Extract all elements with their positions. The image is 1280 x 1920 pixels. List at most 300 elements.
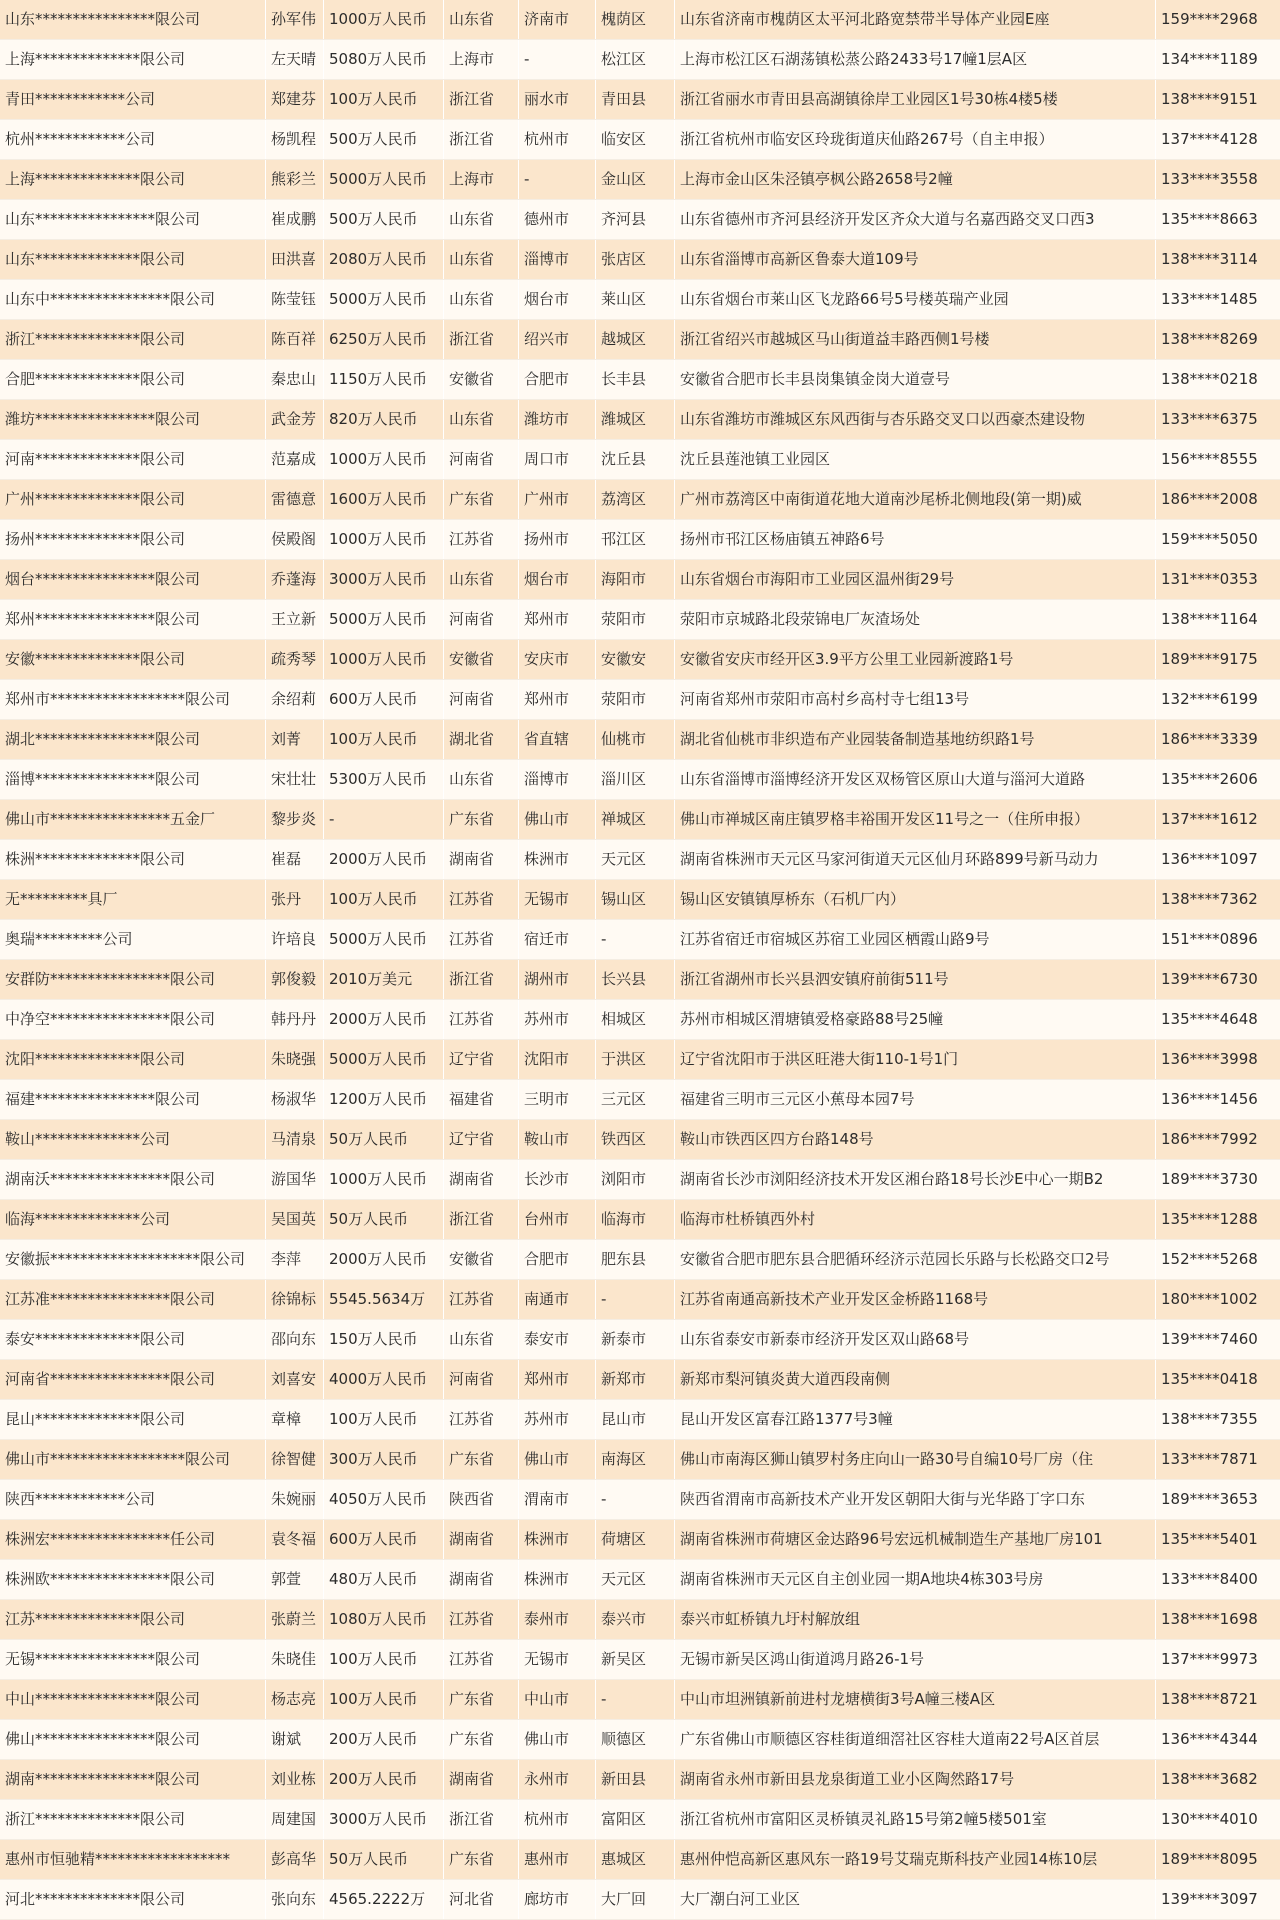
company-name-cell: 湖南****************限公司 [0, 1760, 266, 1800]
province-cell: 浙江省 [444, 320, 519, 360]
city-cell: 郑州市 [519, 600, 596, 640]
table-row [0, 120, 1280, 160]
district-cell: 锡山区 [596, 880, 675, 920]
table-row [0, 1560, 1280, 1600]
district-cell: 长兴县 [596, 960, 675, 1000]
table-row [0, 160, 1280, 200]
district-cell: 新田县 [596, 1760, 675, 1800]
table-row [0, 440, 1280, 480]
legal-person-cell: 雷德意 [266, 480, 324, 520]
province-cell: 辽宁省 [444, 1040, 519, 1080]
registered-capital-cell: 2000万人民币 [324, 1240, 444, 1280]
address-cell: 广东省佛山市顺德区容桂街道细滘社区容桂大道南22号A区首层 [675, 1720, 1156, 1760]
address-cell: 荥阳市京城路北段荥锦电厂灰渣场处 [675, 600, 1156, 640]
phone-cell: 189****3653 [1156, 1480, 1280, 1520]
province-cell: 山东省 [444, 560, 519, 600]
district-cell: 禅城区 [596, 800, 675, 840]
table-row [0, 0, 1280, 40]
district-cell: 临海市 [596, 1200, 675, 1240]
address-cell: 山东省淄博市淄博经济开发区双杨管区原山大道与淄河大道路 [675, 760, 1156, 800]
address-cell: 新郑市梨河镇炎黄大道西段南侧 [675, 1360, 1156, 1400]
registered-capital-cell: 100万人民币 [324, 880, 444, 920]
table-row [0, 480, 1280, 520]
province-cell: 江苏省 [444, 920, 519, 960]
phone-cell: 138****1164 [1156, 600, 1280, 640]
address-cell: 湖北省仙桃市非织造布产业园装备制造基地纺织路1号 [675, 720, 1156, 760]
legal-person-cell: 秦忠山 [266, 360, 324, 400]
province-cell: 湖南省 [444, 1560, 519, 1600]
company-name-cell: 无*********具厂 [0, 880, 266, 920]
registered-capital-cell: 5000万人民币 [324, 280, 444, 320]
address-cell: 陕西省渭南市高新技术产业开发区朝阳大街与光华路丁字口东 [675, 1480, 1156, 1520]
legal-person-cell: 刘喜安 [266, 1360, 324, 1400]
address-cell: 安徽省安庆市经开区3.9平方公里工业园新渡路1号 [675, 640, 1156, 680]
address-cell: 鞍山市铁西区四方台路148号 [675, 1120, 1156, 1160]
district-cell: 天元区 [596, 1560, 675, 1600]
city-cell: 潍坊市 [519, 400, 596, 440]
city-cell: 台州市 [519, 1200, 596, 1240]
district-cell: 新吴区 [596, 1640, 675, 1680]
city-cell: 渭南市 [519, 1480, 596, 1520]
company-name-cell: 株洲宏****************任公司 [0, 1520, 266, 1560]
district-cell: 铁西区 [596, 1120, 675, 1160]
province-cell: 湖南省 [444, 1760, 519, 1800]
company-name-cell: 福建****************限公司 [0, 1080, 266, 1120]
district-cell: 荥阳市 [596, 680, 675, 720]
table-row [0, 200, 1280, 240]
registered-capital-cell: 5000万人民币 [324, 1040, 444, 1080]
district-cell: 泰兴市 [596, 1600, 675, 1640]
registered-capital-cell: 820万人民币 [324, 400, 444, 440]
city-cell: 扬州市 [519, 520, 596, 560]
phone-cell: 136****4344 [1156, 1720, 1280, 1760]
legal-person-cell: 崔磊 [266, 840, 324, 880]
registered-capital-cell: 5080万人民币 [324, 40, 444, 80]
province-cell: 湖南省 [444, 1520, 519, 1560]
company-name-cell: 江苏准****************限公司 [0, 1280, 266, 1320]
legal-person-cell: 刘业栋 [266, 1760, 324, 1800]
address-cell: 佛山市南海区狮山镇罗村务庄向山一路30号自编10号厂房（住 [675, 1440, 1156, 1480]
company-name-cell: 青田************公司 [0, 80, 266, 120]
legal-person-cell: 杨淑华 [266, 1080, 324, 1120]
company-name-cell: 陕西************公司 [0, 1480, 266, 1520]
table-row [0, 840, 1280, 880]
address-cell: 河南省郑州市荥阳市高村乡高村寺七组13号 [675, 680, 1156, 720]
registered-capital-cell: 3000万人民币 [324, 560, 444, 600]
table-row [0, 760, 1280, 800]
table-row [0, 240, 1280, 280]
address-cell: 湖南省长沙市浏阳经济技术开发区湘台路18号长沙E中心一期B2 [675, 1160, 1156, 1200]
company-name-cell: 鞍山**************公司 [0, 1120, 266, 1160]
address-cell: 湖南省株洲市天元区马家河街道天元区仙月环路899号新马动力 [675, 840, 1156, 880]
city-cell: 省直辖 [519, 720, 596, 760]
table-row [0, 1040, 1280, 1080]
district-cell: 莱山区 [596, 280, 675, 320]
company-name-cell: 泰安**************限公司 [0, 1320, 266, 1360]
phone-cell: 138****3682 [1156, 1760, 1280, 1800]
table-row [0, 1160, 1280, 1200]
province-cell: 河南省 [444, 1360, 519, 1400]
province-cell: 安徽省 [444, 640, 519, 680]
district-cell: 青田县 [596, 80, 675, 120]
city-cell: 永州市 [519, 1760, 596, 1800]
phone-cell: 138****3114 [1156, 240, 1280, 280]
company-name-cell: 佛山市******************限公司 [0, 1440, 266, 1480]
province-cell: 山东省 [444, 1320, 519, 1360]
district-cell: 长丰县 [596, 360, 675, 400]
province-cell: 河南省 [444, 600, 519, 640]
table-row [0, 1360, 1280, 1400]
registered-capital-cell: 5000万人民币 [324, 920, 444, 960]
province-cell: 浙江省 [444, 1200, 519, 1240]
district-cell: 齐河县 [596, 200, 675, 240]
district-cell: 潍城区 [596, 400, 675, 440]
district-cell: 肥东县 [596, 1240, 675, 1280]
company-name-cell: 沈阳**************限公司 [0, 1040, 266, 1080]
district-cell: 临安区 [596, 120, 675, 160]
district-cell: 荷塘区 [596, 1520, 675, 1560]
province-cell: 河南省 [444, 440, 519, 480]
district-cell: 于洪区 [596, 1040, 675, 1080]
district-cell: 安徽安 [596, 640, 675, 680]
table-row [0, 1760, 1280, 1800]
table-row [0, 1400, 1280, 1440]
table-row [0, 1800, 1280, 1840]
city-cell: 鞍山市 [519, 1120, 596, 1160]
company-name-cell: 潍坊****************限公司 [0, 400, 266, 440]
company-name-cell: 安徽振********************限公司 [0, 1240, 266, 1280]
table-row [0, 520, 1280, 560]
district-cell: - [596, 920, 675, 960]
city-cell: 无锡市 [519, 1640, 596, 1680]
company-name-cell: 中山****************限公司 [0, 1680, 266, 1720]
registered-capital-cell: - [324, 800, 444, 840]
district-cell: 新郑市 [596, 1360, 675, 1400]
province-cell: 浙江省 [444, 120, 519, 160]
city-cell: 无锡市 [519, 880, 596, 920]
province-cell: 福建省 [444, 1080, 519, 1120]
city-cell: 廊坊市 [519, 1880, 596, 1920]
phone-cell: 136****1456 [1156, 1080, 1280, 1120]
address-cell: 山东省德州市齐河县经济开发区齐众大道与名嘉西路交叉口西3 [675, 200, 1156, 240]
city-cell: 杭州市 [519, 120, 596, 160]
company-name-cell: 山东**************限公司 [0, 240, 266, 280]
company-name-cell: 湖北****************限公司 [0, 720, 266, 760]
address-cell: 湖南省株洲市天元区自主创业园一期A地块4栋303号房 [675, 1560, 1156, 1600]
province-cell: 山东省 [444, 200, 519, 240]
address-cell: 扬州市邗江区杨庙镇五神路6号 [675, 520, 1156, 560]
phone-cell: 132****6199 [1156, 680, 1280, 720]
phone-cell: 131****0353 [1156, 560, 1280, 600]
province-cell: 上海市 [444, 160, 519, 200]
company-name-cell: 浙江**************限公司 [0, 320, 266, 360]
province-cell: 广东省 [444, 800, 519, 840]
company-name-cell: 合肥**************限公司 [0, 360, 266, 400]
legal-person-cell: 黎步炎 [266, 800, 324, 840]
province-cell: 辽宁省 [444, 1120, 519, 1160]
phone-cell: 189****3730 [1156, 1160, 1280, 1200]
table-row [0, 920, 1280, 960]
province-cell: 陕西省 [444, 1480, 519, 1520]
registered-capital-cell: 100万人民币 [324, 1400, 444, 1440]
province-cell: 山东省 [444, 400, 519, 440]
address-cell: 浙江省绍兴市越城区马山街道益丰路西侧1号楼 [675, 320, 1156, 360]
legal-person-cell: 左天晴 [266, 40, 324, 80]
table-row [0, 360, 1280, 400]
phone-cell: 136****1097 [1156, 840, 1280, 880]
district-cell: 沈丘县 [596, 440, 675, 480]
registered-capital-cell: 1150万人民币 [324, 360, 444, 400]
province-cell: 河南省 [444, 680, 519, 720]
table-row [0, 1080, 1280, 1120]
legal-person-cell: 侯殿阁 [266, 520, 324, 560]
registered-capital-cell: 100万人民币 [324, 1680, 444, 1720]
phone-cell: 186****7992 [1156, 1120, 1280, 1160]
address-cell: 福建省三明市三元区小蕉母本园7号 [675, 1080, 1156, 1120]
address-cell: 广州市荔湾区中南街道花地大道南沙尾桥北侧地段(第一期)威 [675, 480, 1156, 520]
registered-capital-cell: 100万人民币 [324, 720, 444, 760]
table-row [0, 880, 1280, 920]
district-cell: 新泰市 [596, 1320, 675, 1360]
phone-cell: 135****4648 [1156, 1000, 1280, 1040]
table-row [0, 1520, 1280, 1560]
city-cell: 泰州市 [519, 1600, 596, 1640]
company-name-cell: 扬州**************限公司 [0, 520, 266, 560]
registered-capital-cell: 2000万人民币 [324, 1000, 444, 1040]
city-cell: 广州市 [519, 480, 596, 520]
legal-person-cell: 张向东 [266, 1880, 324, 1920]
district-cell: 槐荫区 [596, 0, 675, 40]
table-row [0, 960, 1280, 1000]
province-cell: 广东省 [444, 480, 519, 520]
phone-cell: 133****8400 [1156, 1560, 1280, 1600]
province-cell: 广东省 [444, 1720, 519, 1760]
phone-cell: 139****7460 [1156, 1320, 1280, 1360]
city-cell: 沈阳市 [519, 1040, 596, 1080]
phone-cell: 138****8269 [1156, 320, 1280, 360]
company-name-cell: 郑州市******************限公司 [0, 680, 266, 720]
legal-person-cell: 袁冬福 [266, 1520, 324, 1560]
table-row [0, 720, 1280, 760]
address-cell: 泰兴市虹桥镇九圩村解放组 [675, 1600, 1156, 1640]
phone-cell: 138****7355 [1156, 1400, 1280, 1440]
district-cell: 越城区 [596, 320, 675, 360]
address-cell: 山东省济南市槐荫区太平河北路宽禁带半导体产业园E座 [675, 0, 1156, 40]
legal-person-cell: 范嘉成 [266, 440, 324, 480]
legal-person-cell: 朱晓佳 [266, 1640, 324, 1680]
district-cell: 邗江区 [596, 520, 675, 560]
registered-capital-cell: 50万人民币 [324, 1200, 444, 1240]
registered-capital-cell: 4565.2222万 [324, 1880, 444, 1920]
table-row [0, 1120, 1280, 1160]
company-name-cell: 河南省****************限公司 [0, 1360, 266, 1400]
city-cell: 南通市 [519, 1280, 596, 1320]
table-row [0, 1680, 1280, 1720]
address-cell: 辽宁省沈阳市于洪区旺港大街110-1号1门 [675, 1040, 1156, 1080]
registered-capital-cell: 150万人民币 [324, 1320, 444, 1360]
district-cell: 顺德区 [596, 1720, 675, 1760]
registered-capital-cell: 1080万人民币 [324, 1600, 444, 1640]
phone-cell: 151****0896 [1156, 920, 1280, 960]
province-cell: 江苏省 [444, 1640, 519, 1680]
phone-cell: 130****4010 [1156, 1800, 1280, 1840]
province-cell: 浙江省 [444, 960, 519, 1000]
phone-cell: 133****6375 [1156, 400, 1280, 440]
legal-person-cell: 吴国英 [266, 1200, 324, 1240]
company-name-cell: 烟台****************限公司 [0, 560, 266, 600]
address-cell: 中山市坦洲镇新前进村龙塘横街3号A幢三楼A区 [675, 1680, 1156, 1720]
registered-capital-cell: 5545.5634万 [324, 1280, 444, 1320]
district-cell: - [596, 1680, 675, 1720]
legal-person-cell: 田洪喜 [266, 240, 324, 280]
company-name-cell: 河南**************限公司 [0, 440, 266, 480]
province-cell: 江苏省 [444, 1000, 519, 1040]
city-cell: 中山市 [519, 1680, 596, 1720]
address-cell: 浙江省杭州市临安区玲珑街道庆仙路267号（自主申报） [675, 120, 1156, 160]
phone-cell: 189****8095 [1156, 1840, 1280, 1880]
city-cell: 株洲市 [519, 840, 596, 880]
phone-cell: 156****8555 [1156, 440, 1280, 480]
province-cell: 江苏省 [444, 520, 519, 560]
phone-cell: 159****2968 [1156, 0, 1280, 40]
province-cell: 江苏省 [444, 1600, 519, 1640]
address-cell: 浙江省湖州市长兴县泗安镇府前街511号 [675, 960, 1156, 1000]
province-cell: 广东省 [444, 1680, 519, 1720]
province-cell: 安徽省 [444, 360, 519, 400]
address-cell: 江苏省宿迁市宿城区苏宿工业园区栖霞山路9号 [675, 920, 1156, 960]
address-cell: 惠州仲恺高新区惠风东一路19号艾瑞克斯科技产业园14栋10层 [675, 1840, 1156, 1880]
registered-capital-cell: 4050万人民币 [324, 1480, 444, 1520]
legal-person-cell: 郭萱 [266, 1560, 324, 1600]
table-row [0, 1480, 1280, 1520]
registered-capital-cell: 1600万人民币 [324, 480, 444, 520]
city-cell: 杭州市 [519, 1800, 596, 1840]
city-cell: 湖州市 [519, 960, 596, 1000]
company-name-cell: 株洲**************限公司 [0, 840, 266, 880]
district-cell: - [596, 1480, 675, 1520]
district-cell: 南海区 [596, 1440, 675, 1480]
address-cell: 山东省烟台市莱山区飞龙路66号5号楼英瑞产业园 [675, 280, 1156, 320]
city-cell: 佛山市 [519, 1720, 596, 1760]
city-cell: 烟台市 [519, 280, 596, 320]
table-row [0, 400, 1280, 440]
phone-cell: 133****3558 [1156, 160, 1280, 200]
registered-capital-cell: 4000万人民币 [324, 1360, 444, 1400]
address-cell: 湖南省永州市新田县龙泉街道工业小区陶然路17号 [675, 1760, 1156, 1800]
phone-cell: 138****9151 [1156, 80, 1280, 120]
district-cell: - [596, 1280, 675, 1320]
registered-capital-cell: 100万人民币 [324, 1640, 444, 1680]
legal-person-cell: 崔成鹏 [266, 200, 324, 240]
city-cell: 泰安市 [519, 1320, 596, 1360]
registered-capital-cell: 50万人民币 [324, 1120, 444, 1160]
district-cell: 张店区 [596, 240, 675, 280]
table-row [0, 600, 1280, 640]
registered-capital-cell: 2080万人民币 [324, 240, 444, 280]
district-cell: 天元区 [596, 840, 675, 880]
province-cell: 浙江省 [444, 1800, 519, 1840]
district-cell: 富阳区 [596, 1800, 675, 1840]
table-row [0, 560, 1280, 600]
address-cell: 无锡市新吴区鸿山街道鸿月路26-1号 [675, 1640, 1156, 1680]
province-cell: 湖北省 [444, 720, 519, 760]
city-cell: 佛山市 [519, 800, 596, 840]
legal-person-cell: 张丹 [266, 880, 324, 920]
company-name-cell: 上海**************限公司 [0, 40, 266, 80]
province-cell: 湖南省 [444, 1160, 519, 1200]
city-cell: 绍兴市 [519, 320, 596, 360]
company-name-cell: 湖南沃****************限公司 [0, 1160, 266, 1200]
city-cell: 三明市 [519, 1080, 596, 1120]
registered-capital-cell: 500万人民币 [324, 200, 444, 240]
table-row [0, 680, 1280, 720]
registered-capital-cell: 5000万人民币 [324, 160, 444, 200]
table-row [0, 1640, 1280, 1680]
registered-capital-cell: 6250万人民币 [324, 320, 444, 360]
registered-capital-cell: 600万人民币 [324, 1520, 444, 1560]
legal-person-cell: 张蔚兰 [266, 1600, 324, 1640]
address-cell: 安徽省合肥市肥东县合肥循环经济示范园长乐路与长松路交口2号 [675, 1240, 1156, 1280]
phone-cell: 152****5268 [1156, 1240, 1280, 1280]
legal-person-cell: 郑建芬 [266, 80, 324, 120]
province-cell: 江苏省 [444, 1400, 519, 1440]
registered-capital-cell: 200万人民币 [324, 1720, 444, 1760]
province-cell: 安徽省 [444, 1240, 519, 1280]
phone-cell: 186****2008 [1156, 480, 1280, 520]
address-cell: 安徽省合肥市长丰县岗集镇金岗大道壹号 [675, 360, 1156, 400]
province-cell: 江苏省 [444, 880, 519, 920]
legal-person-cell: 熊彩兰 [266, 160, 324, 200]
district-cell: 浏阳市 [596, 1160, 675, 1200]
province-cell: 上海市 [444, 40, 519, 80]
city-cell: 长沙市 [519, 1160, 596, 1200]
city-cell: 济南市 [519, 0, 596, 40]
district-cell: 三元区 [596, 1080, 675, 1120]
district-cell: 海阳市 [596, 560, 675, 600]
registered-capital-cell: 100万人民币 [324, 80, 444, 120]
legal-person-cell: 陈莹钰 [266, 280, 324, 320]
province-cell: 山东省 [444, 0, 519, 40]
province-cell: 山东省 [444, 240, 519, 280]
legal-person-cell: 杨志亮 [266, 1680, 324, 1720]
address-cell: 山东省淄博市高新区鲁泰大道109号 [675, 240, 1156, 280]
city-cell: 株洲市 [519, 1520, 596, 1560]
city-cell: 烟台市 [519, 560, 596, 600]
company-name-cell: 昆山**************限公司 [0, 1400, 266, 1440]
city-cell: 合肥市 [519, 1240, 596, 1280]
company-name-cell: 江苏**************限公司 [0, 1600, 266, 1640]
phone-cell: 138****7362 [1156, 880, 1280, 920]
company-name-cell: 无锡****************限公司 [0, 1640, 266, 1680]
phone-cell: 139****6730 [1156, 960, 1280, 1000]
address-cell: 上海市金山区朱泾镇亭枫公路2658号2幢 [675, 160, 1156, 200]
company-name-cell: 杭州************公司 [0, 120, 266, 160]
district-cell: 相城区 [596, 1000, 675, 1040]
table-row [0, 280, 1280, 320]
phone-cell: 135****8663 [1156, 200, 1280, 240]
city-cell: 苏州市 [519, 1000, 596, 1040]
company-name-cell: 临海**************公司 [0, 1200, 266, 1240]
city-cell: 株洲市 [519, 1560, 596, 1600]
legal-person-cell: 陈百祥 [266, 320, 324, 360]
legal-person-cell: 余绍莉 [266, 680, 324, 720]
province-cell: 河北省 [444, 1880, 519, 1920]
city-cell: 淄博市 [519, 240, 596, 280]
registered-capital-cell: 3000万人民币 [324, 1800, 444, 1840]
registered-capital-cell: 300万人民币 [324, 1440, 444, 1480]
legal-person-cell: 王立新 [266, 600, 324, 640]
district-cell: 昆山市 [596, 1400, 675, 1440]
